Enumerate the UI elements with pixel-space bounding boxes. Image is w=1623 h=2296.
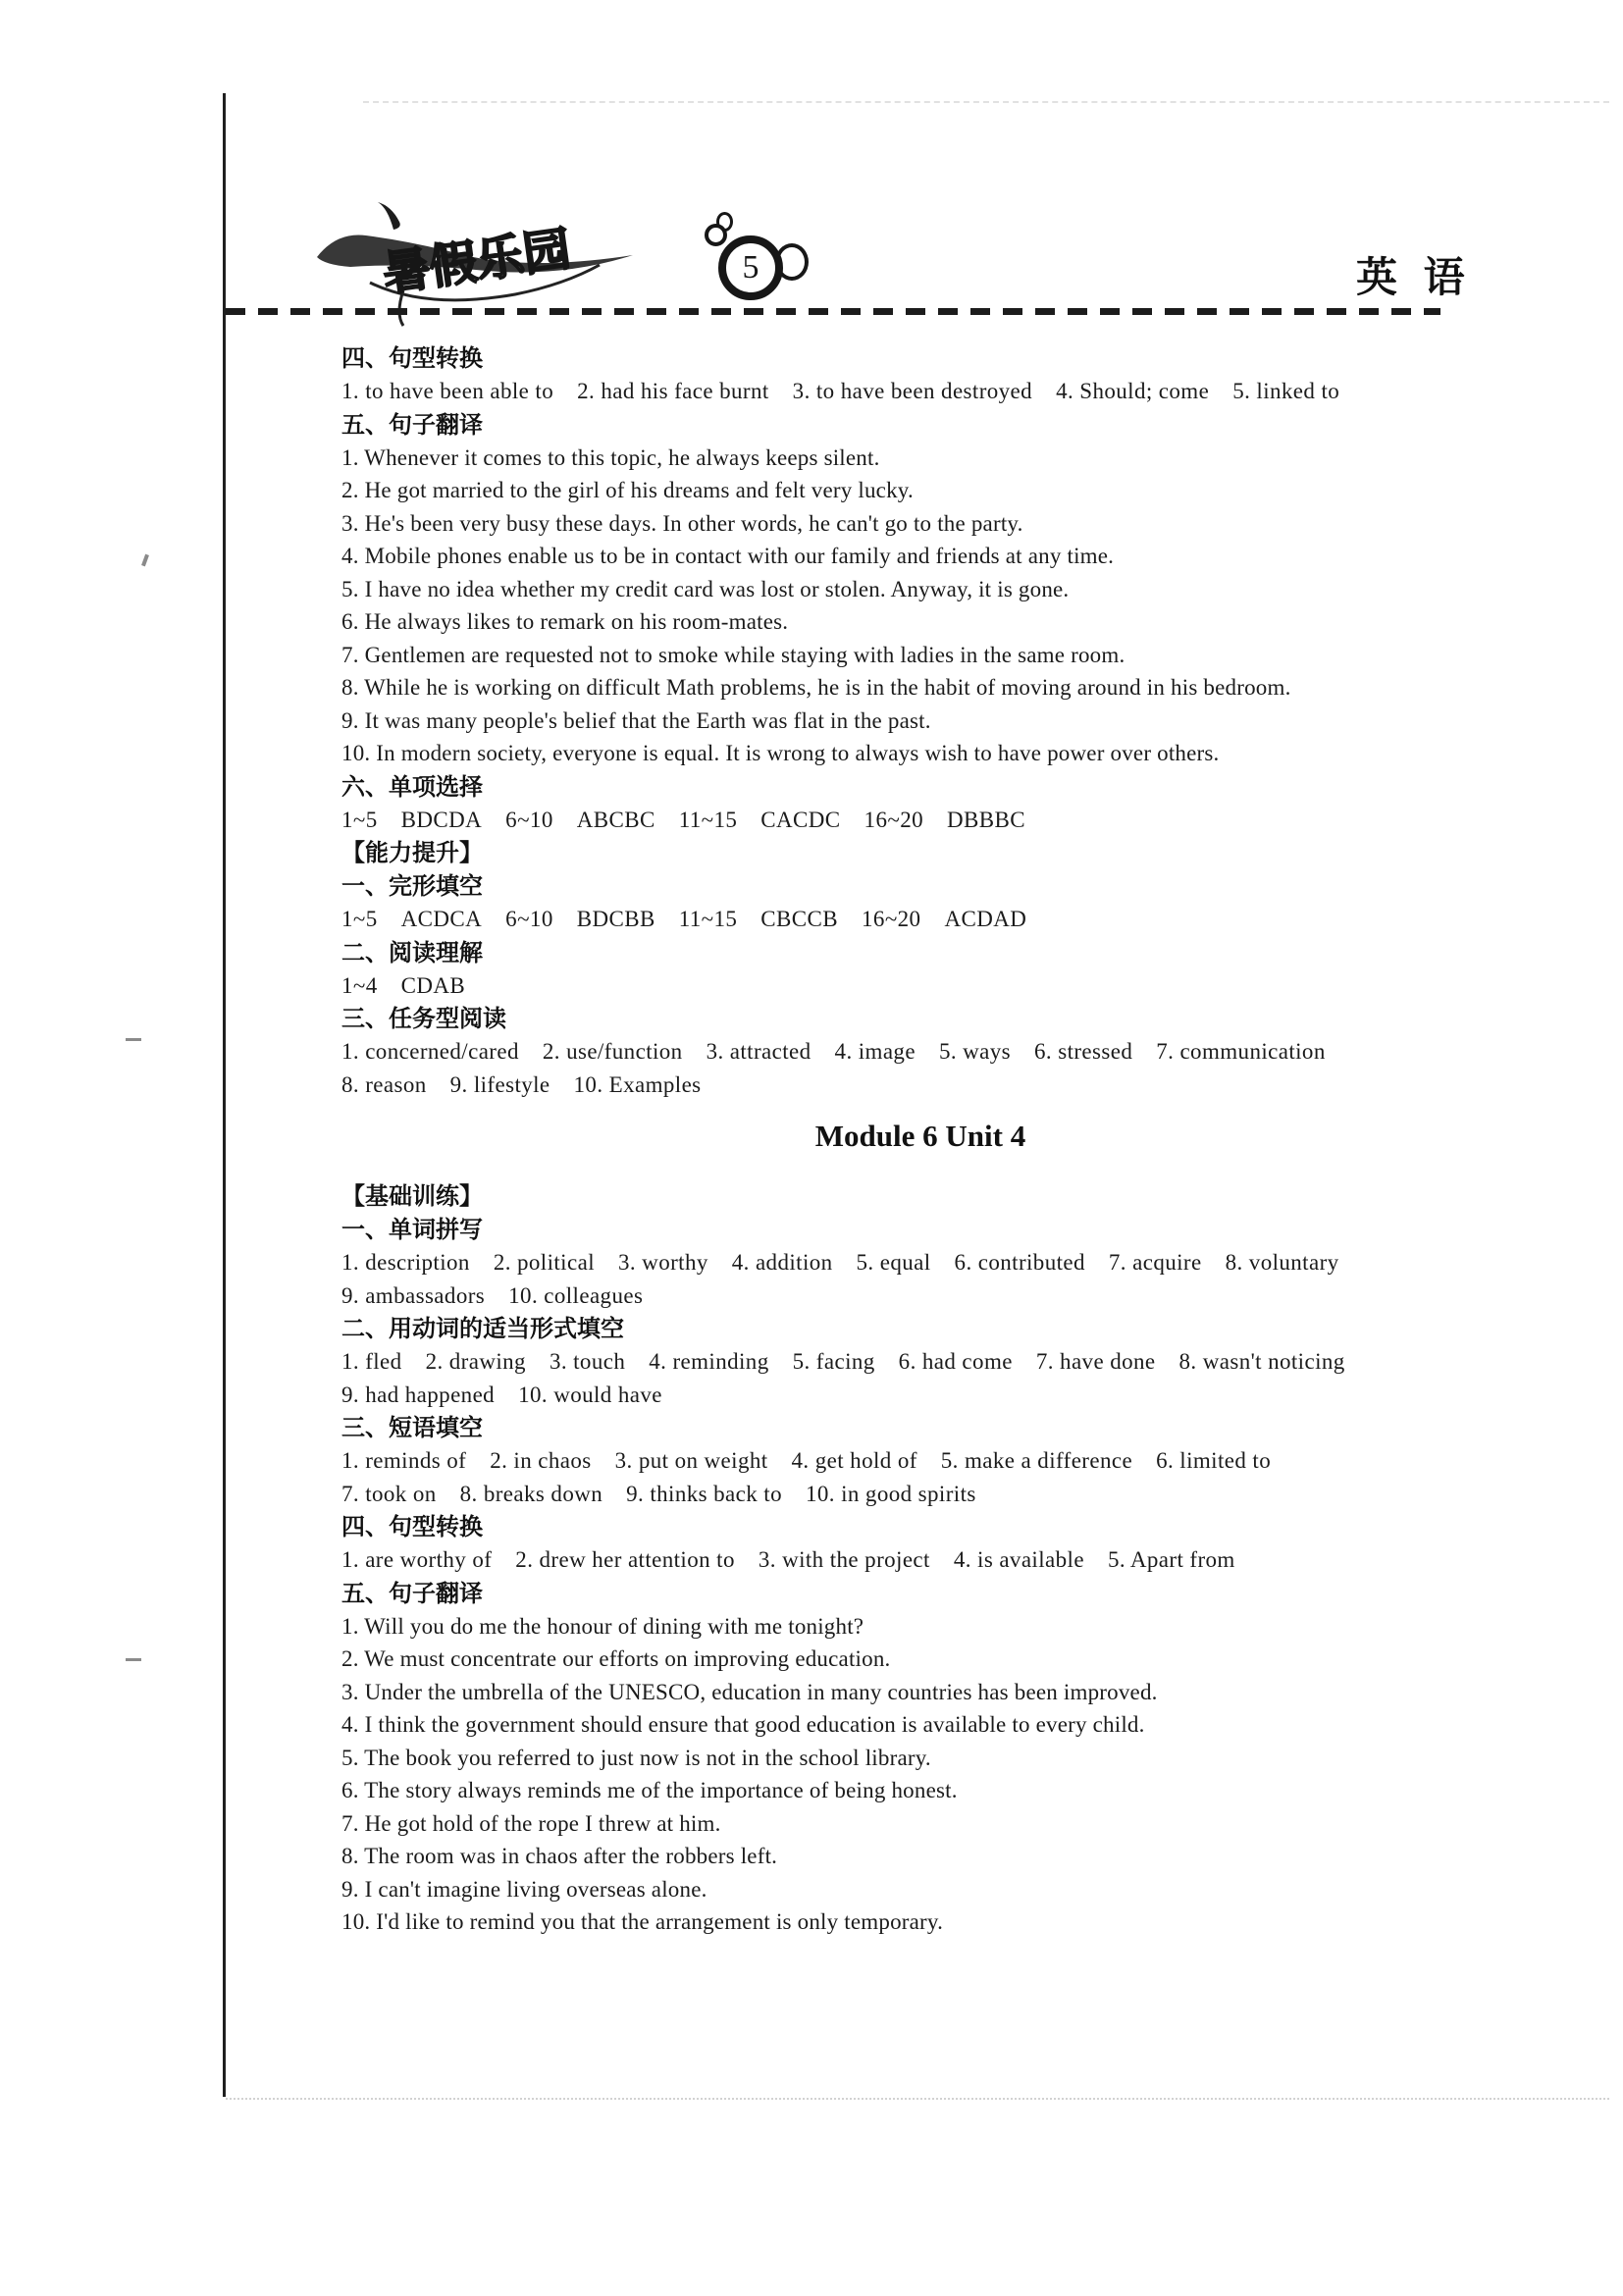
section-heading: 三、短语填空 <box>341 1414 483 1441</box>
page-number: 5 <box>742 249 759 286</box>
answer-item: 6. had come <box>898 1349 1013 1374</box>
sentence-line: 7. He got hold of the rope I threw at him. <box>341 1810 721 1836</box>
answer-item: 9. had happened <box>341 1382 496 1407</box>
answer-item: CBCCB <box>760 907 839 931</box>
answer-item: 11~15 <box>678 807 738 832</box>
answer-item: 3. put on weight <box>614 1448 768 1473</box>
unit-heading: Module 6 Unit 4 <box>814 1119 1026 1153</box>
answer-item: 10. colleagues <box>508 1282 644 1308</box>
answer-item: 7. communication <box>1156 1039 1326 1064</box>
answer-item: 16~20 <box>864 807 923 832</box>
answer-item: BDCBB <box>576 907 655 931</box>
answer-items-line <box>341 804 1499 837</box>
section-heading: 四、句型转换 <box>341 1513 483 1540</box>
sentence-line: 1. Will you do me the honour of dining with me tonight? <box>341 1613 864 1639</box>
page-left-rule <box>223 93 226 2097</box>
answer-items-line <box>341 1379 1499 1412</box>
sentence-line: 9. I can't imagine living overseas alone. <box>341 1876 707 1902</box>
scan-edge-line-bottom <box>226 2098 1609 2100</box>
section-heading: 六、单项选择 <box>341 772 483 801</box>
answer-item: 2. political <box>493 1250 595 1275</box>
sentence-line: 2. He got married to the girl of his dreams and felt very lucky. <box>341 478 914 502</box>
sentence-line: 4. I think the government should ensure that good education is available to every child. <box>341 1712 1145 1737</box>
sentence-line: 6. The story always reminds me of the importance of being honest. <box>341 1778 958 1802</box>
sentence-line: 6. He always likes to remark on his room-mates. <box>341 609 789 634</box>
answer-item: 16~20 <box>862 907 921 931</box>
answer-items-line <box>341 1069 1499 1102</box>
section-heading: 五、句子翻译 <box>341 410 483 439</box>
answer-item: 6. limited to <box>1156 1448 1272 1473</box>
section-heading: 二、用动词的适当形式填空 <box>341 1315 624 1342</box>
answer-item: 5. make a difference <box>940 1448 1133 1473</box>
answer-item: 8. wasn't noticing <box>1178 1349 1345 1374</box>
answer-item: 5. Apart from <box>1107 1547 1235 1572</box>
answer-item: 7. acquire <box>1108 1250 1202 1275</box>
answer-item: 7. have done <box>1035 1349 1156 1374</box>
sentence-line: 8. The room was in chaos after the robbers left. <box>341 1844 778 1868</box>
answer-item: 10. would have <box>518 1382 662 1407</box>
answer-item: 4. addition <box>731 1250 833 1275</box>
sentence-line: 1. Whenever it comes to this topic, he always keeps silent. <box>341 444 880 470</box>
answer-item: 5. equal <box>856 1250 931 1275</box>
answer-item: ABCBC <box>576 807 655 832</box>
answer-item: 9. thinks back to <box>626 1481 782 1506</box>
answer-item: CACDC <box>760 807 841 832</box>
answer-items-line <box>341 1543 1499 1577</box>
answer-item: 1. reminds of <box>341 1448 467 1473</box>
section-heading: 三、任务型阅读 <box>341 1005 506 1032</box>
logo-text: 暑假乐园 <box>379 221 574 302</box>
sentence-line: 7. Gentlemen are requested not to smoke while staying with ladies in the same room. <box>341 642 1126 667</box>
sentence-line: 10. I'd like to remind you that the arrangement is only temporary. <box>341 1909 944 1934</box>
answer-item: CDAB <box>400 972 466 998</box>
answer-item: 5. linked to <box>1232 379 1340 403</box>
sentence-line: 9. It was many people's belief that the Earth was flat in the past. <box>341 707 931 733</box>
sentence-line: 2. We must concentrate our efforts on improving education. <box>341 1646 891 1671</box>
section-heading: 四、句型转换 <box>341 344 483 372</box>
answer-item: 4. Should; come <box>1056 379 1210 403</box>
answer-item: 2. had his face burnt <box>577 379 769 403</box>
sentence-line: 3. Under the umbrella of the UNESCO, education in many countries has been improved. <box>341 1679 1158 1704</box>
sentence-line: 3. He's been very busy these days. In other words, he can't go to the party. <box>341 510 1023 536</box>
answer-item: 6. contributed <box>954 1250 1085 1275</box>
answer-item: 3. attracted <box>706 1039 812 1064</box>
answer-item: 4. reminding <box>649 1349 769 1374</box>
answer-item: 1~5 <box>341 807 378 832</box>
sentence-line: 4. Mobile phones enable us to be in contact with our family and friends at any time. <box>341 544 1115 568</box>
logo-leaf <box>378 202 400 230</box>
answer-items-line <box>341 969 1499 1003</box>
answer-item: 7. took on <box>341 1481 437 1506</box>
answer-item: 3. with the project <box>758 1547 930 1572</box>
answer-item: 9. lifestyle <box>449 1071 550 1097</box>
scan-artifact <box>126 1658 141 1661</box>
answer-item: 11~15 <box>678 907 738 931</box>
answer-item: 1. are worthy of <box>341 1547 493 1572</box>
scan-edge-line-top <box>363 101 1609 103</box>
answer-item: ACDCA <box>400 907 483 931</box>
answer-items-line <box>341 1345 1499 1379</box>
answer-item: 3. to have been destroyed <box>792 379 1033 403</box>
sentence-line: 5. I have no idea whether my credit card was lost or stolen. Anyway, it is gone. <box>341 576 1070 601</box>
section-heading: 五、句子翻译 <box>341 1579 483 1607</box>
scan-artifact <box>141 554 149 567</box>
page-number-badge <box>718 235 783 300</box>
answer-item: 8. breaks down <box>459 1481 603 1506</box>
answer-item: 2. drew her attention to <box>515 1547 735 1572</box>
answer-item: 5. ways <box>938 1039 1012 1064</box>
section-heading: 二、阅读理解 <box>341 938 483 966</box>
part-heading: 【基础训练】 <box>341 1182 483 1210</box>
answer-item: 4. image <box>834 1039 916 1064</box>
answer-item: 3. touch <box>549 1349 626 1374</box>
answer-items-line <box>341 1035 1499 1069</box>
answer-items-line <box>341 1246 1499 1279</box>
answer-item: BDCDA <box>400 807 483 832</box>
answer-item: 6~10 <box>505 807 553 832</box>
answer-item: DBBBC <box>947 807 1025 832</box>
answer-item: 5. facing <box>792 1349 875 1374</box>
sentence-line: 10. In modern society, everyone is equal. It is wrong to always wish to have power over others. <box>341 741 1220 765</box>
answer-item: 9. ambassadors <box>341 1282 486 1308</box>
answer-item: 8. reason <box>341 1071 427 1097</box>
sentence-line: 8. While he is working on difficult Math problems, he is in the habit of moving around in his bedroom. <box>341 675 1291 700</box>
answer-item: 1. concerned/cared <box>341 1039 519 1064</box>
header-dashed-divider <box>226 308 1440 315</box>
content <box>341 341 1499 1939</box>
section-heading: 一、完形填空 <box>341 872 483 900</box>
answer-item: 2. drawing <box>425 1349 526 1374</box>
answer-items-line <box>341 1279 1499 1313</box>
answer-items-line <box>341 903 1499 936</box>
answer-item: 4. get hold of <box>791 1448 917 1473</box>
answer-item: 10. Examples <box>573 1071 702 1097</box>
answer-item: 1~4 <box>341 972 378 998</box>
answer-item: 4. is available <box>953 1547 1084 1572</box>
answer-item: 1~5 <box>341 907 378 931</box>
answer-item: 10. in good spirits <box>805 1481 976 1506</box>
answer-items-line <box>341 1478 1499 1511</box>
part-heading: 【能力提升】 <box>341 839 483 866</box>
answer-item: 8. voluntary <box>1225 1250 1339 1275</box>
answer-items-line <box>341 375 1499 408</box>
answer-items-line <box>341 1444 1499 1478</box>
answer-item: 3. worthy <box>617 1250 708 1275</box>
answer-item: 6~10 <box>505 907 553 931</box>
answer-item: 2. in chaos <box>490 1448 592 1473</box>
scan-artifact <box>126 1038 141 1041</box>
answer-item: 1. to have been able to <box>341 379 554 403</box>
badge-bubble-icon <box>705 224 727 246</box>
answer-item: ACDAD <box>944 907 1027 931</box>
sentence-line: 5. The book you referred to just now is not in the school library. <box>341 1745 931 1770</box>
section-heading: 一、单词拼写 <box>341 1216 483 1243</box>
subject-label: 英 语 <box>1356 253 1471 301</box>
answer-item: 1. description <box>341 1250 470 1275</box>
answer-item: 6. stressed <box>1034 1039 1133 1064</box>
answer-item: 1. fled <box>341 1349 402 1374</box>
answer-item: 2. use/function <box>542 1039 683 1064</box>
